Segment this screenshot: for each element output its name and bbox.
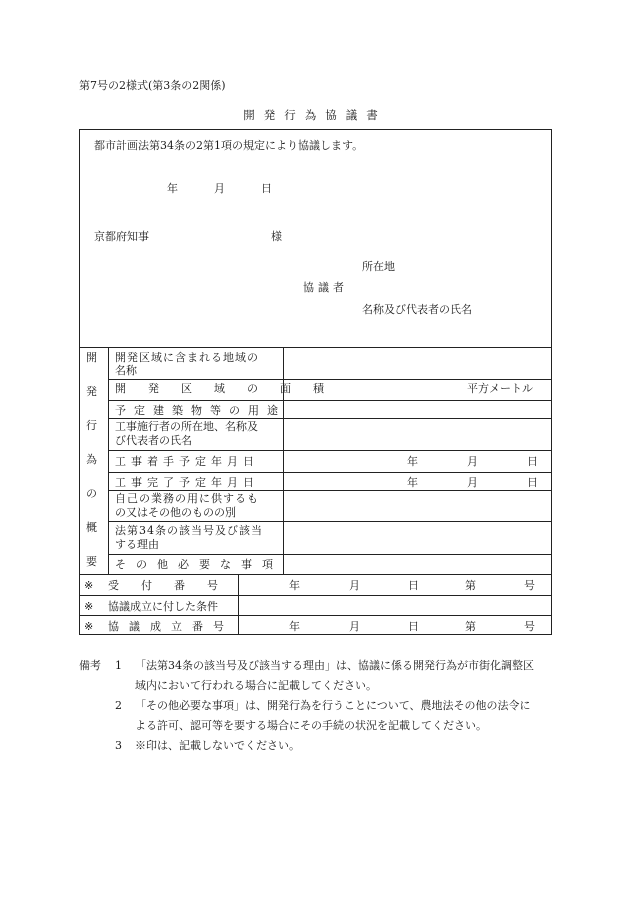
date-month-label: 月 (214, 182, 225, 195)
divider-row-5 (108, 472, 551, 473)
approval-year: 年 (289, 620, 300, 633)
note-3-number: 3 (115, 739, 122, 752)
receipt-go: 号 (524, 579, 535, 592)
note-2-line1: 「その他必要な事項」は、開発行為を行うことについて、農地法その他の法令に (135, 699, 531, 712)
divider-office-column (238, 574, 239, 634)
row-start-month: 月 (467, 455, 478, 468)
divider-row-8 (108, 554, 551, 555)
receipt-month: 月 (349, 579, 360, 592)
date-year-label: 年 (167, 182, 178, 195)
receipt-day: 日 (408, 579, 419, 592)
side-label-3: 行 (86, 419, 97, 432)
note-2-number: 2 (115, 699, 122, 712)
row-end-month: 月 (467, 476, 478, 489)
divider-office-top (80, 574, 551, 575)
note-3-line1: ※印は、記載しないでください。 (135, 739, 300, 752)
receipt-dai: 第 (465, 579, 476, 592)
side-label-7: 要 (86, 555, 97, 568)
row-area-unit: 平方メートル (467, 382, 533, 395)
row-own-use-line1: 自己の業務の用に供するも (115, 492, 259, 505)
approval-month: 月 (349, 620, 360, 633)
approval-dai: 第 (465, 620, 476, 633)
receipt-mark: ※ (84, 579, 94, 592)
side-label-1: 開 (86, 351, 97, 364)
side-label-2: 発 (86, 385, 97, 398)
row-start-label: 工事着手予定年月日 (115, 455, 259, 468)
approval-mark: ※ (84, 620, 94, 633)
note-1-number: 1 (115, 659, 122, 672)
conditions-mark: ※ (84, 600, 94, 613)
divider-row-6 (108, 490, 551, 491)
divider-row-2 (108, 400, 551, 401)
address-label: 所在地 (362, 260, 395, 273)
row-start-year: 年 (407, 455, 418, 468)
form-table (79, 129, 552, 635)
form-number: 第7号の2様式(第3条の2関係) (79, 79, 226, 92)
intro-text: 都市計画法第34条の2第1項の規定により協議します。 (94, 139, 364, 152)
row-area-name-line2: 名称 (115, 364, 137, 377)
row-end-day: 日 (527, 476, 538, 489)
note-2-line2: よる許可、認可等を要する場合にその手続の状況を記載してください。 (135, 719, 487, 732)
divider-side-label (108, 347, 109, 574)
notes-heading: 備考 (79, 659, 101, 672)
divider-office-1 (80, 595, 551, 596)
document-title: 開発行為協議書 (243, 108, 387, 122)
row-contractor-line1: 工事施行者の所在地、名称及 (115, 420, 258, 433)
side-label-4: 為 (86, 453, 97, 466)
row-end-year: 年 (407, 476, 418, 489)
addressee: 京都府知事 (94, 230, 149, 243)
divider-row-4 (108, 450, 551, 451)
divider-row-7 (108, 521, 551, 522)
row-use-label: 予定建築物等の用途 (115, 404, 286, 417)
note-1-line2: 域内において行われる場合に記載してください。 (135, 679, 377, 692)
row-end-label: 工事完了予定年月日 (115, 476, 259, 489)
row-start-day: 日 (527, 455, 538, 468)
divider-value-column (283, 347, 284, 574)
row-area-name-line1: 開発区域に含まれる地域の (115, 351, 259, 364)
row-area-label: 開発区域の面積 (115, 382, 346, 395)
name-label: 名称及び代表者の氏名 (362, 303, 472, 316)
row-contractor-line2: び代表者の氏名 (115, 434, 192, 447)
receipt-year: 年 (289, 579, 300, 592)
honorific: 様 (271, 230, 282, 243)
conditions-label: 協議成立に付した条件 (108, 600, 218, 613)
receipt-label: 受付番号 (108, 579, 240, 592)
row-own-use-line2: の又はその他のものの別 (115, 506, 236, 519)
divider-row-3 (108, 418, 551, 419)
side-label-6: 概 (86, 521, 97, 534)
date-day-label: 日 (261, 182, 272, 195)
approval-day: 日 (408, 620, 419, 633)
approval-label: 協議成立番号 (108, 620, 234, 633)
divider-header (80, 347, 551, 348)
row-article34-line1: 法第34条の該当号及び該当 (115, 524, 263, 537)
row-other-label: その他必要な事項 (115, 558, 283, 571)
applicant-role: 協議者 (303, 281, 348, 294)
note-1-line1: 「法第34条の該当号及び該当する理由」は、協議に係る開発行為が市街化調整区 (135, 659, 534, 672)
row-article34-line2: する理由 (115, 538, 159, 551)
side-label-5: の (86, 487, 97, 500)
divider-office-2 (80, 615, 551, 616)
approval-go: 号 (524, 620, 535, 633)
divider-row-1 (108, 379, 551, 380)
